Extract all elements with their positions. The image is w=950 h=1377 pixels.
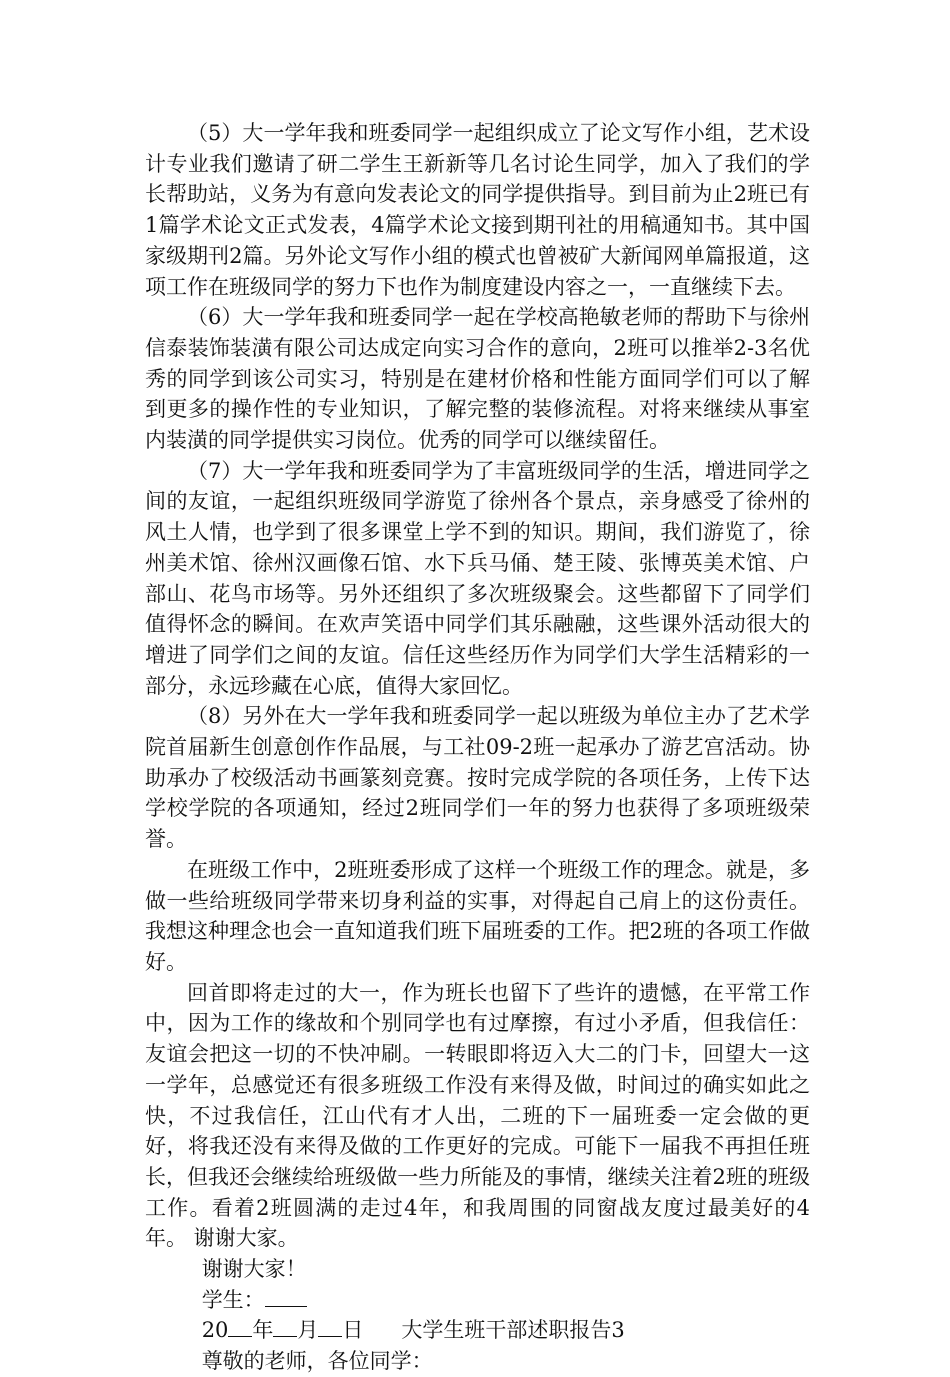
closing-thanks: 谢谢大家！ [201,1257,307,1282]
date-line [145,1315,810,1346]
date-day: 日 [342,1318,364,1343]
date-prefix: 20 [201,1318,229,1343]
year-blank [228,1315,252,1337]
date-year: 年 [252,1318,274,1343]
date-month: 月 [297,1318,319,1343]
paragraph-class-work: 在班级工作中，2班班委形成了这样一个班级工作的理念。就是，多做一些给班级同学带来切身利益的实事，对得起自己肩上的这份责任。我想这种理念也会一直知道我们班下届班委的工作。把2班的各项工作做好。 [145,857,810,974]
month-blank [273,1315,297,1337]
day-blank [318,1315,342,1337]
paragraph-8: （8）另外在大一学年我和班委同学一起以班级为单位主办了艺术学院首届新生创意创作作品展，与工社09-2班一起承办了游艺宫活动。协助承办了校级活动书画篆刻竞赛。按时完成学院的各项任务，上传下达学校学院的各项通知，经过2班同学们一年的努力也获得了多项班级荣誉。 [145,704,810,852]
greeting: 尊敬的老师，各位同学： [201,1349,433,1374]
student-label: 学生： [201,1287,265,1312]
document-page [145,118,810,1377]
paragraph-7: （7）大一学年我和班委同学为了丰富班级同学的生活，增进同学之间的友谊，一起组织班级同学游览了徐州各个景点，亲身感受了徐州的风土人情，也学到了很多课堂上学不到的知识。期间，我们游览了，徐州美术馆、徐州汉画像石馆、水下兵马俑、楚王陵、张博英美术馆、户部山、花鸟市场等。另外还组织了多次班级聚会。这些都留下了同学们值得怀念的瞬间。在欢声笑语中同学们其乐融融，这些课外活动很大的增进了同学们之间的友谊。信任这些经历作为同学们大学生活精彩的一部分，永远珍藏在心底，值得大家回忆。 [145,458,810,698]
paragraph-6: （6）大一学年我和班委同学一起在学校高艳敏老师的帮助下与徐州信泰装饰装潢有限公司达成定向实习合作的意向，2班可以推举2-3名优秀的同学到该公司实习，特别是在建材价格和性能方面同学们可以了解到更多的操作性的专业知识，了解完整的装修流程。对将来继续从事室内装潢的同学提供实习岗位。优秀的同学可以继续留任。 [145,305,810,453]
next-report-title: 大学生班干部述职报告3 [401,1318,625,1343]
student-name-blank [265,1285,307,1307]
paragraph-5: （5）大一学年我和班委同学一起组织成立了论文写作小组，艺术设计专业我们邀请了研二学生王新新等几名讨论生同学，加入了我们的学长帮助站，义务为有意向发表论文的同学提供指导。到目前为止2班已有1篇学术论文正式发表，4篇学术论文接到期刊社的用稿通知书。其中国家级期刊2篇。另外论文写作小组的模式也曾被矿大新闻网单篇报道，这项工作在班级同学的努力下也作为制度建设内容之一，一直继续下去。 [145,121,810,299]
student-signature-line [145,1285,810,1316]
paragraph-reflection: 回首即将走过的大一，作为班长也留下了些许的遗憾，在平常工作中，因为工作的缘故和个别同学也有过摩擦，有过小矛盾，但我信任：友谊会把这一切的不快冲刷。一转眼即将迈入大二的门卡，回望大一这一学年，总感觉还有很多班级工作没有来得及做，时间过的确实如此之快，不过我信任，江山代有才人出，二班的下一届班委一定会做的更好，将我还没有来得及做的工作更好的完成。可能下一届我不再担任班长，但我还会继续给班级做一些力所能及的事情，继续关注着2班的班级工作。看着2班圆满的走过4年，和我周围的同窗战友度过最美好的4年。 谢谢大家。 [145,980,810,1251]
